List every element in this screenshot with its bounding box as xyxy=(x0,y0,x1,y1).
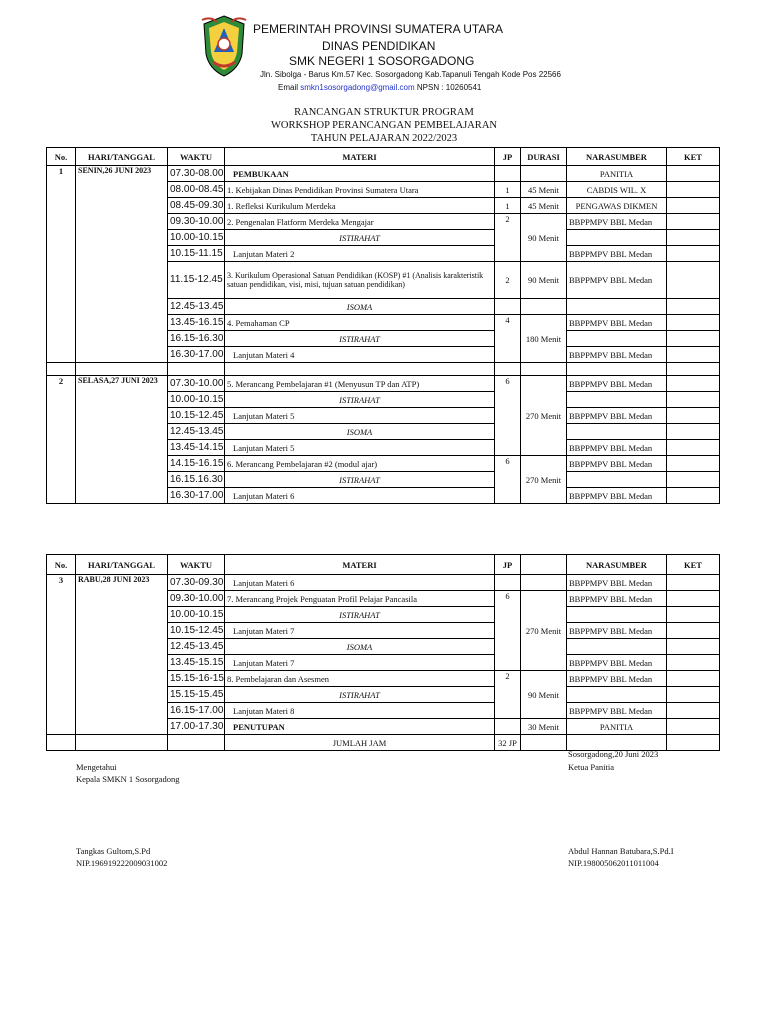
material-cell: 6. Merancang Pembelajaran #2 (modul ajar) xyxy=(225,456,495,472)
time-cell: 08.45-09.30 xyxy=(168,198,225,214)
time-cell: 13.45-16.15 xyxy=(168,315,225,331)
notes-cell xyxy=(667,719,720,735)
notes-cell xyxy=(667,472,720,488)
duration-cell xyxy=(521,299,567,315)
time-cell: 15.15-16-15 xyxy=(168,671,225,687)
col-duration: DURASI xyxy=(521,148,567,166)
notes-cell xyxy=(667,182,720,198)
col-notes: KET xyxy=(667,555,720,575)
notes-cell xyxy=(667,299,720,315)
schedule-table-1 xyxy=(46,147,720,504)
material-cell: Lanjutan Materi 7 xyxy=(225,655,495,671)
time-cell: 11.15-12.45 xyxy=(168,262,225,299)
speaker-cell: BBPPMPV BBL Medan xyxy=(567,671,667,687)
speaker-cell: BBPPMPV BBL Medan xyxy=(567,315,667,331)
total-value: 32 JP xyxy=(495,735,521,751)
time-cell: 10.15-12.45 xyxy=(168,623,225,639)
time-cell: 07.30-08.00 xyxy=(168,166,225,182)
speaker-cell: BBPPMPV BBL Medan xyxy=(567,575,667,591)
time-cell: 16.15-16.30 xyxy=(168,331,225,347)
notes-cell xyxy=(667,607,720,623)
time-cell: 07.30-10.00 xyxy=(168,376,225,392)
speaker-cell: BBPPMPV BBL Medan xyxy=(567,408,667,424)
chair-name: Abdul Hannan Batubara,S.Pd.I xyxy=(568,846,674,856)
col-notes: KET xyxy=(667,148,720,166)
time-cell: 07.30-09.30 xyxy=(168,575,225,591)
doc-title-2: WORKSHOP PERANCANGAN PEMBELAJARAN xyxy=(271,120,497,131)
time-cell: 14.15-16.15 xyxy=(168,456,225,472)
notes-cell xyxy=(667,376,720,392)
speaker-cell: PANITIA xyxy=(567,719,667,735)
notes-cell xyxy=(667,703,720,719)
material-cell: Lanjutan Materi 8 xyxy=(225,703,495,719)
email-label: Email xyxy=(278,83,299,92)
notes-cell xyxy=(667,623,720,639)
speaker-cell xyxy=(567,687,667,703)
table-header-row xyxy=(47,148,720,166)
notes-cell xyxy=(667,639,720,655)
speaker-cell xyxy=(567,230,667,246)
time-cell: 10.15-12.45 xyxy=(168,408,225,424)
speaker-cell: BBPPMPV BBL Medan xyxy=(567,246,667,262)
break-cell: ISOMA xyxy=(225,639,495,655)
duration-cell: 90 Menit xyxy=(521,214,567,262)
speaker-cell xyxy=(567,331,667,347)
day-no: 2 xyxy=(47,376,76,504)
npsn: NPSN : 10260541 xyxy=(416,83,482,92)
notes-cell xyxy=(667,488,720,504)
duration-cell: 180 Menit xyxy=(521,315,567,363)
col-speaker: NARASUMBER xyxy=(567,148,667,166)
notes-cell xyxy=(667,392,720,408)
material-cell: 2. Pengenalan Flatform Merdeka Mengajar xyxy=(225,214,495,230)
col-no: No. xyxy=(47,148,76,166)
break-cell: ISTIRAHAT xyxy=(225,472,495,488)
duration-cell: 90 Menit xyxy=(521,671,567,719)
jp-cell xyxy=(495,299,521,315)
material-cell: PENUTUPAN xyxy=(225,719,495,735)
notes-cell xyxy=(667,166,720,182)
notes-cell xyxy=(667,671,720,687)
duration-cell: 270 Menit xyxy=(521,591,567,671)
time-cell: 13.45-14.15 xyxy=(168,440,225,456)
col-time: WAKTU xyxy=(168,148,225,166)
jp-cell xyxy=(495,719,521,735)
col-speaker: NARASUMBER xyxy=(567,555,667,575)
break-cell: ISTIRAHAT xyxy=(225,331,495,347)
col-no: No. xyxy=(47,555,76,575)
jp-cell: 1 xyxy=(495,198,521,214)
day-no: 1 xyxy=(47,166,76,363)
speaker-cell: BBPPMPV BBL Medan xyxy=(567,703,667,719)
time-cell: 12.45-13.45 xyxy=(168,299,225,315)
notes-cell xyxy=(667,230,720,246)
chair-nip: NIP.198005062011011004 xyxy=(568,858,659,868)
col-duration xyxy=(521,555,567,575)
time-cell: 10.00-10.15 xyxy=(168,607,225,623)
contact-line xyxy=(278,83,481,92)
speaker-cell xyxy=(567,639,667,655)
doc-title-3: TAHUN PELAJARAN 2022/2023 xyxy=(310,133,458,144)
duration-cell xyxy=(521,575,567,591)
notes-cell xyxy=(667,575,720,591)
speaker-cell: BBPPMPV BBL Medan xyxy=(567,623,667,639)
jp-cell: 2 xyxy=(495,214,521,262)
time-cell: 16.15-17.00 xyxy=(168,703,225,719)
material-cell: Lanjutan Materi 6 xyxy=(225,575,495,591)
notes-cell xyxy=(667,246,720,262)
jp-cell: 6 xyxy=(495,456,521,504)
jp-cell: 2 xyxy=(495,671,521,719)
jp-cell: 2 xyxy=(495,262,521,299)
day-no: 3 xyxy=(47,575,76,735)
govt-name: PEMERINTAH PROVINSI SUMATERA UTARA xyxy=(253,22,504,36)
break-cell: ISTIRAHAT xyxy=(225,607,495,623)
notes-cell xyxy=(667,424,720,440)
speaker-cell: PENGAWAS DIKMEN xyxy=(567,198,667,214)
speaker-cell xyxy=(567,392,667,408)
col-jp: JP xyxy=(495,555,521,575)
break-cell: ISOMA xyxy=(225,424,495,440)
notes-cell xyxy=(667,214,720,230)
time-cell: 10.00-10.15 xyxy=(168,392,225,408)
speaker-cell xyxy=(567,424,667,440)
schedule-table-2 xyxy=(46,554,720,751)
material-cell: Lanjutan Materi 5 xyxy=(225,440,495,456)
material-cell: Lanjutan Materi 6 xyxy=(225,488,495,504)
time-cell: 13.45-15.15 xyxy=(168,655,225,671)
jp-cell: 1 xyxy=(495,182,521,198)
time-cell: 16.15.16.30 xyxy=(168,472,225,488)
break-cell: ISTIRAHAT xyxy=(225,230,495,246)
notes-cell xyxy=(667,198,720,214)
notes-cell xyxy=(667,262,720,299)
material-cell: Lanjutan Materi 4 xyxy=(225,347,495,363)
jp-cell: 4 xyxy=(495,315,521,363)
duration-cell: 90 Menit xyxy=(521,262,567,299)
total-label: JUMLAH JAM xyxy=(225,735,495,751)
time-cell: 15.15-15.45 xyxy=(168,687,225,703)
notes-cell xyxy=(667,315,720,331)
speaker-cell: BBPPMPV BBL Medan xyxy=(567,488,667,504)
break-cell: ISOMA xyxy=(225,299,495,315)
time-cell: 12.45-13.45 xyxy=(168,639,225,655)
notes-cell xyxy=(667,655,720,671)
col-material: MATERI xyxy=(225,148,495,166)
table-row xyxy=(47,376,720,392)
col-time: WAKTU xyxy=(168,555,225,575)
day-date: SELASA,27 JUNI 2023 xyxy=(76,376,168,504)
day-date: SENIN,26 JUNI 2023 xyxy=(76,166,168,363)
notes-cell xyxy=(667,347,720,363)
school-name: SMK NEGERI 1 SOSORGADONG xyxy=(289,54,475,68)
speaker-cell: BBPPMPV BBL Medan xyxy=(567,262,667,299)
material-cell: Lanjutan Materi 5 xyxy=(225,408,495,424)
time-cell: 08.00-08.45 xyxy=(168,182,225,198)
jp-cell xyxy=(495,575,521,591)
table-row xyxy=(47,575,720,591)
agency-name: DINAS PENDIDIKAN xyxy=(322,39,436,53)
speaker-cell: BBPPMPV BBL Medan xyxy=(567,347,667,363)
jp-cell: 6 xyxy=(495,591,521,671)
speaker-cell: BBPPMPV BBL Medan xyxy=(567,440,667,456)
table-header-row xyxy=(47,555,720,575)
col-material: MATERI xyxy=(225,555,495,575)
principal-name: Tangkas Gultom,S.Pd xyxy=(76,846,151,856)
material-cell: Lanjutan Materi 7 xyxy=(225,623,495,639)
notes-cell xyxy=(667,687,720,703)
duration-cell: 45 Menit xyxy=(521,198,567,214)
speaker-cell: BBPPMPV BBL Medan xyxy=(567,376,667,392)
duration-cell xyxy=(521,166,567,182)
material-cell: 5. Merancang Pembelajaran #1 (Menyusun TP dan ATP) xyxy=(225,376,495,392)
material-cell: 3. Kurikulum Operasional Satuan Pendidikan (KOSP) #1 (Analisis karakteristik satuan pendidikan, visi, misi, tujuan satuan pendidikan) xyxy=(225,262,495,299)
place-date: Sosorgadong,20 Juni 2023 xyxy=(568,749,659,759)
duration-cell: 270 Menit xyxy=(521,456,567,504)
material-cell: 1. Refleksi Kurikulum Merdeka xyxy=(225,198,495,214)
principal-nip: NIP.196919222009031002 xyxy=(76,858,168,868)
speaker-cell: BBPPMPV BBL Medan xyxy=(567,655,667,671)
speaker-cell xyxy=(567,299,667,315)
chair-title: Ketua Panitia xyxy=(568,762,615,772)
separator-row xyxy=(47,363,720,376)
duration-cell: 45 Menit xyxy=(521,182,567,198)
time-cell: 10.15-11.15 xyxy=(168,246,225,262)
jp-cell: 6 xyxy=(495,376,521,456)
material-cell: PEMBUKAAN xyxy=(225,166,495,182)
col-date: HARI/TANGGAL xyxy=(76,555,168,575)
material-cell: 4. Pemahaman CP xyxy=(225,315,495,331)
time-cell: 09.30-10.00 xyxy=(168,214,225,230)
speaker-cell xyxy=(567,607,667,623)
break-cell: ISTIRAHAT xyxy=(225,687,495,703)
jp-cell xyxy=(495,166,521,182)
material-cell: 8. Pembelajaran dan Asesmen xyxy=(225,671,495,687)
acknowledged-label: Mengetahui xyxy=(76,762,117,772)
principal-title: Kepala SMKN 1 Sosorgadong xyxy=(76,774,180,784)
break-cell: ISTIRAHAT xyxy=(225,392,495,408)
day-date: RABU,28 JUNI 2023 xyxy=(76,575,168,735)
notes-cell xyxy=(667,408,720,424)
province-emblem-icon xyxy=(199,14,249,78)
notes-cell xyxy=(667,440,720,456)
speaker-cell: PANITIA xyxy=(567,166,667,182)
material-cell: Lanjutan Materi 2 xyxy=(225,246,495,262)
material-cell: 7. Merancang Projek Penguatan Profil Pelajar Pancasila xyxy=(225,591,495,607)
time-cell: 16.30-17.00 xyxy=(168,488,225,504)
time-cell: 12.45-13.45 xyxy=(168,424,225,440)
material-cell: 1. Kebijakan Dinas Pendidikan Provinsi Sumatera Utara xyxy=(225,182,495,198)
email-link[interactable]: smkn1sosorgadong@gmail.com xyxy=(300,83,415,92)
time-cell: 10.00-10.15 xyxy=(168,230,225,246)
table-row xyxy=(47,166,720,182)
time-cell: 09.30-10.00 xyxy=(168,591,225,607)
time-cell: 17.00-17.30 xyxy=(168,719,225,735)
col-jp: JP xyxy=(495,148,521,166)
duration-cell: 270 Menit xyxy=(521,376,567,456)
notes-cell xyxy=(667,456,720,472)
school-address: Jln. Sibolga - Barus Km.57 Kec. Sosorgadong Kab.Tapanuli Tengah Kode Pos 22566 xyxy=(260,70,561,79)
notes-cell xyxy=(667,591,720,607)
duration-cell: 30 Menit xyxy=(521,719,567,735)
speaker-cell: CABDIS WIL. X xyxy=(567,182,667,198)
doc-title-1: RANCANGAN STRUKTUR PROGRAM xyxy=(294,107,474,118)
col-date: HARI/TANGGAL xyxy=(76,148,168,166)
time-cell: 16.30-17.00 xyxy=(168,347,225,363)
speaker-cell: BBPPMPV BBL Medan xyxy=(567,456,667,472)
speaker-cell xyxy=(567,472,667,488)
notes-cell xyxy=(667,331,720,347)
speaker-cell: BBPPMPV BBL Medan xyxy=(567,214,667,230)
speaker-cell: BBPPMPV BBL Medan xyxy=(567,591,667,607)
